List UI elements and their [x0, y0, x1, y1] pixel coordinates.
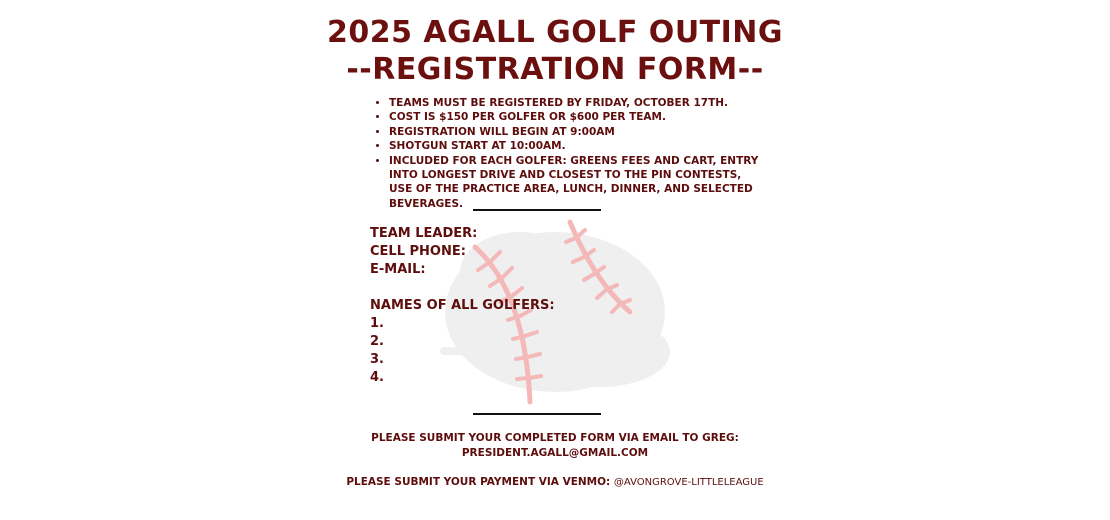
venmo-label: PLEASE SUBMIT YOUR PAYMENT VIA VENMO: [346, 476, 611, 488]
venmo-instruction [0, 475, 1110, 490]
list-item: • REGISTRATION WILL BEGIN AT 9:00AM [389, 125, 759, 139]
email-label: E-MAIL: [370, 262, 426, 277]
golfer-names-heading: NAMES OF ALL GOLFERS: [370, 298, 555, 313]
golfer-line-4: 4. [370, 370, 384, 385]
page-subtitle: --REGISTRATION FORM-- [346, 52, 764, 87]
list-item: • INCLUDED FOR EACH GOLFER: GREENS FEES AND CART, ENTRY INTO LONGEST DRIVE AND CLOSEST TO THE PIN CONTESTS, USE OF THE PRACTICE AREA, LUNCH, DINNER, AND SELECTED BEVERAGES. [389, 154, 759, 212]
cell-phone-label: CELL PHONE: [370, 244, 466, 259]
list-item: • TEAMS MUST BE REGISTERED BY FRIDAY, OCTOBER 17TH. [389, 96, 759, 110]
page-title: 2025 AGALL GOLF OUTING [326, 15, 784, 50]
details-list [370, 96, 759, 211]
submit-email-instruction: PLEASE SUBMIT YOUR COMPLETED FORM VIA EMAIL TO GREG: [371, 432, 739, 444]
list-item: • SHOTGUN START AT 10:00AM. [389, 139, 759, 153]
submit-email-address: PRESIDENT.AGALL@GMAIL.COM [461, 447, 649, 459]
golfer-line-3: 3. [370, 352, 384, 367]
venmo-handle: @AVONGROVE-LITTLELEAGUE [613, 477, 764, 488]
team-leader-label: TEAM LEADER: [370, 226, 478, 241]
divider [473, 209, 601, 211]
divider [473, 413, 601, 415]
list-item: • COST IS $150 PER GOLFER OR $600 PER TEAM. [389, 110, 759, 124]
golfer-line-2: 2. [370, 334, 384, 349]
golfer-line-1: 1. [370, 316, 384, 331]
